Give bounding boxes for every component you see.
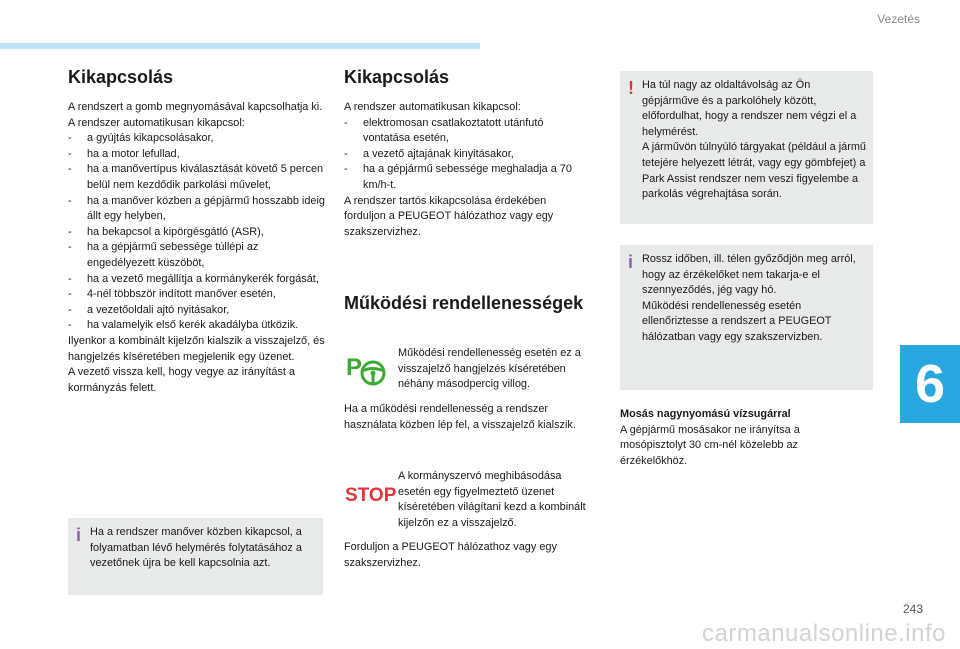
section-title: Vezetés [877,12,920,26]
stop-icon-label: STOP [345,485,397,506]
list-item: - ha a manőver közben a gépjármű hosszabb ideig állt egy helyben, [68,194,325,225]
list-item: - ha bekapcsol a kipörgésgátló (ASR), [68,225,325,241]
list-item: - a vezető ajtajának kinyitásakor, [344,147,584,163]
list-item: - ha a vezető megállítja a kormánykerék forgását, [68,272,325,288]
col3-warning-box [620,71,873,224]
col3-warning-text-1: Ha túl nagy az oldaltávolság az Ön gépjárműve és a parkolóhely között, előfordulhat, hogy a rendszer nem végzi el a helymérést. [642,79,857,138]
col2-outro: A rendszer tartós kikapcsolása érdekében forduljon a PEUGEOT hálózathoz vagy egy szakszervizhez. [344,194,554,238]
col2-mid-text: Ha a működési rendellenesség a rendszer használata közben lép fel, a visszajelző kialszik. [344,403,576,431]
warning-icon: ! [628,78,634,98]
chapter-tab: 6 [900,345,960,423]
list-item: - a gyújtás kikapcsolásakor, [68,131,325,147]
col1-body [68,100,325,396]
col2-list [344,116,584,194]
col3-info-text-1: Rossz időben, ill. télen győződjön meg arról, hogy az érzékelőket nem takarja-e el szennyeződés, jég vagy hó. [642,253,856,297]
list-item: - elektromosan csatlakoztatott utánfutó vontatása esetén, [344,116,584,147]
col1-intro-1: A rendszert a gomb megnyomásával kapcsolhatja ki. [68,101,323,113]
svg-text:P: P [346,354,363,381]
info-icon: i [76,525,82,545]
park-assist-icon [346,351,388,394]
col3-info-text-2: Működési rendellenesség esetén ellenőriztesse a rendszert a PEUGEOT hálózatban vagy egy szakszervizben. [642,299,832,343]
col1-info-text: Ha a rendszer manőver közben kikapcsol, a folyamatban lévő helymérés folytatásához a vezetőnek újra be kell kapcsolnia azt. [90,526,302,570]
col1-outro-1: Ilyenkor a kombinált kijelzőn kialszik a visszajelző, és hangjelzés kíséretében megjelenik egy üzenet. [68,334,325,363]
list-item: - a vezetőoldali ajtó nyitásakor, [68,303,325,319]
list-item: - ha a motor lefullad, [68,147,325,163]
col1-list [68,131,325,334]
col2-body [344,100,584,240]
list-item: - 4-nél többször indított manőver esetén, [68,287,325,303]
page-number: 243 [902,602,923,616]
col2-title-malfunction: Működési rendellenességek [344,293,584,313]
col3-wash-section [620,407,860,469]
list-item: - ha a gépjármű sebessége meghaladja a 70 km/h-t. [344,162,584,193]
col2-icon-text: Működési rendellenesség esetén ez a visszajelző hangjelzés kíséretében néhány másodpercig villog. [398,347,581,391]
watermark: carmanualsonline.info [702,620,946,647]
col3-wash-title: Mosás nagynyomású vízsugárral [620,408,791,420]
info-icon: i [628,252,634,272]
col2-title: Kikapcsolás [344,67,450,87]
stop-icon [345,482,397,511]
list-item: - ha valamelyik első kerék akadályba ütközik. [68,318,325,334]
list-item: - ha a manővertípus kiválasztását követő 5 percen belül nem kezdődik parkolási művelet, [68,162,325,193]
col1-info-box [68,518,323,595]
col1-title: Kikapcsolás [68,67,174,87]
col1-outro-2: A vezető vissza kell, hogy vegye az irányítást a kormányzás felett. [68,366,296,394]
col2-stop-text: A kormányszervó meghibásodása esetén egy figyelmeztető üzenet kíséretében világítani kezd a kombinált kijelzőn ez a visszajelző. [398,470,586,529]
list-item: - ha a gépjármű sebessége túllépi az engedélyezett küszöböt, [68,240,325,271]
col1-intro-2: A rendszer automatikusan kikapcsol: [68,116,245,129]
col3-warning-text-2: A járművön túlnyúló tárgyakat (például a jármű tetejére helyezett létrát, vagy egy gömbfejet) a Park Assist rendszer nem veszi figyelembe a parkolás végrehajtása során. [642,141,866,201]
col2-intro: A rendszer automatikusan kikapcsol: [344,101,521,113]
col2-end-text: Forduljon a PEUGEOT hálózathoz vagy egy szakszervizhez. [344,541,557,569]
header-accent-bar [0,43,480,49]
col3-wash-text: A gépjármű mosásakor ne irányítsa a mosópisztolyt 30 cm-nél közelebb az érzékelőkhöz. [620,423,800,467]
col3-info-box [620,245,873,390]
